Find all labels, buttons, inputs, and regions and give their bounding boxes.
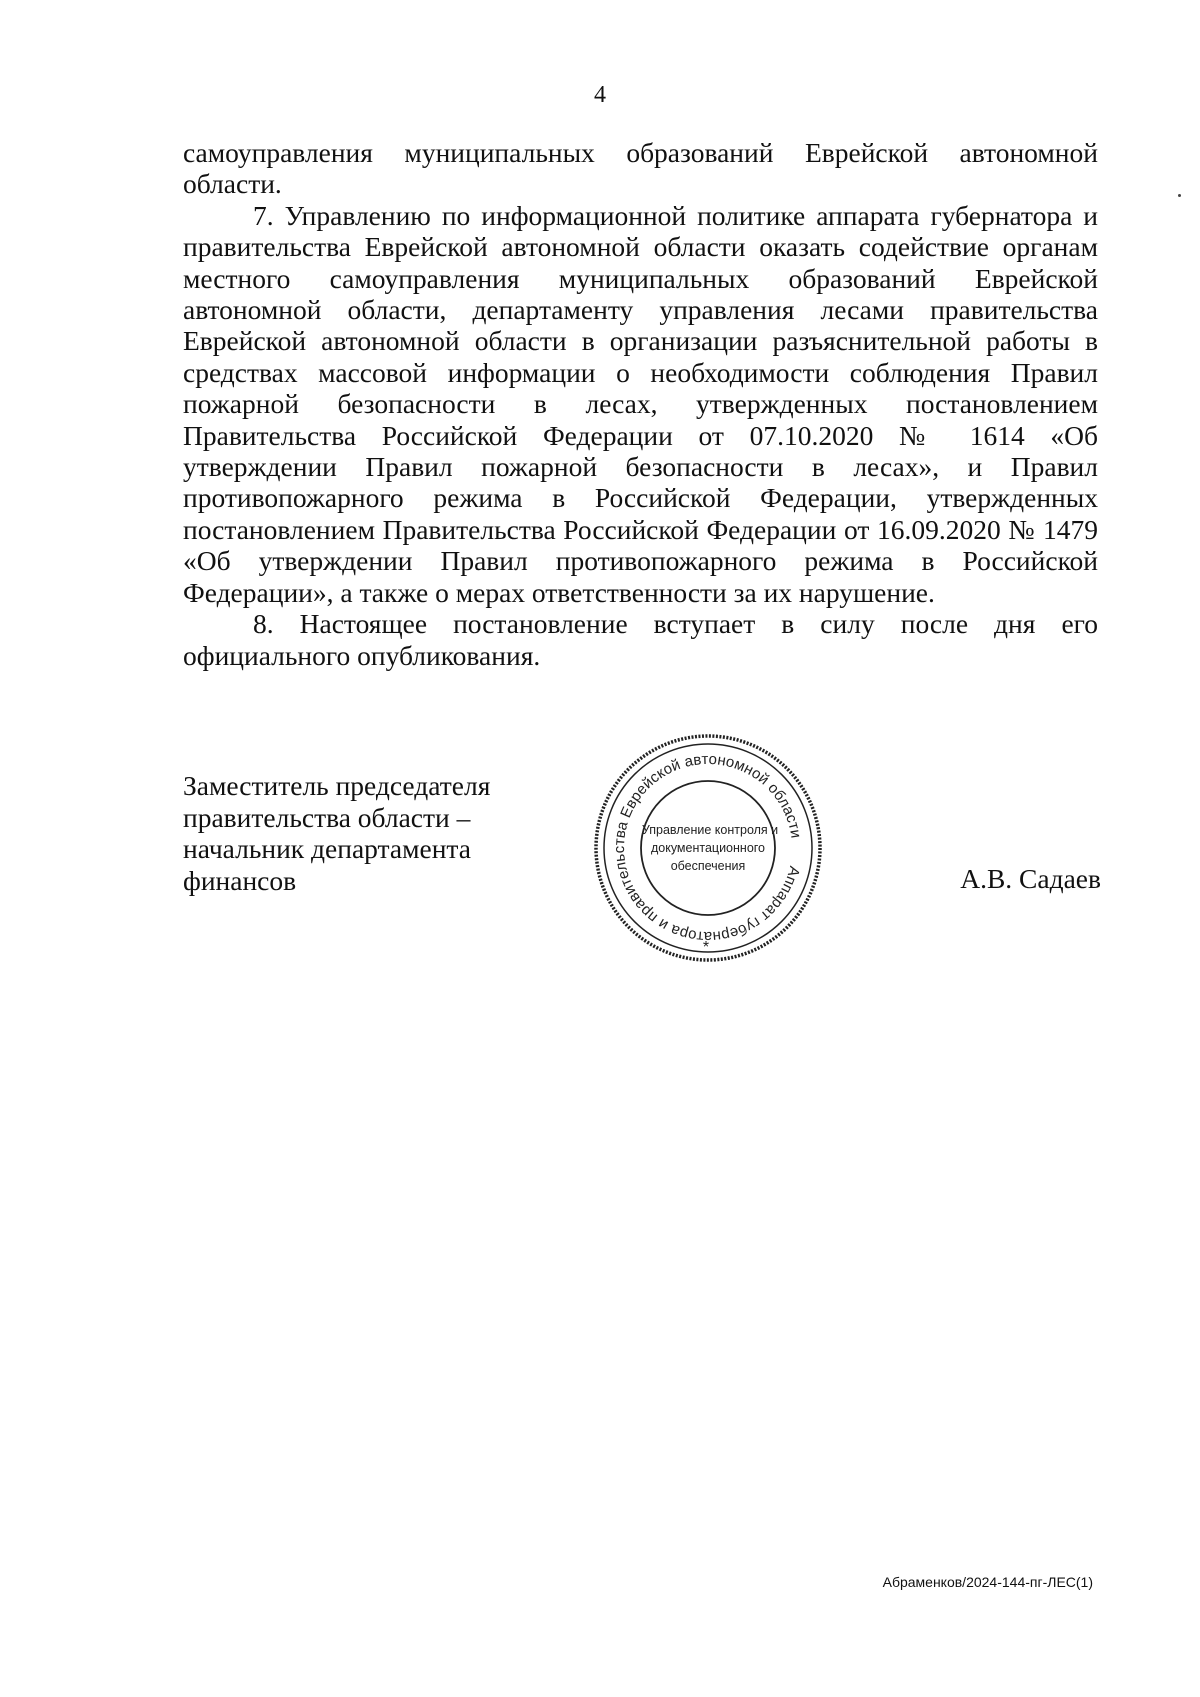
seal-outer-textpath: Аппарат губернатора и правительства Еврейской автономной области [610, 750, 805, 946]
seal-inner-line: документационного [650, 841, 766, 855]
signer-name: А.В. Садаев [960, 863, 1101, 894]
paragraph-item-8: 8. Настоящее постановление вступает в силу после дня его официального опубликования. [183, 608, 1098, 671]
seal-inner-line: Управление контроля и [641, 823, 779, 837]
signer-title [183, 770, 513, 896]
seal-star: * [702, 939, 710, 956]
paragraph-continuation: самоуправления муниципальных образований Еврейской автономной области. [183, 137, 1098, 200]
document-reference: Абраменков/2024-144-пг-ЛЕС(1) [882, 1574, 1093, 1590]
paragraph-item-7: 7. Управлению по информационной политике аппарата губернатора и правительства Еврейской автономной области оказать содействие органам местного самоуправления муниципальных образований Еврейской автономной области, департаменту управления лесами правительства Еврейской автономной области в организации разъяснительной работы в средствах массовой информации о необходимости соблюдения Правил пожарной безопасности в лесах, утвержденных постановлением Правительства Российской Федерации от 07.10.2020 № 1614 «Об утверждении Правил пожарной безопасности в лесах», и Правил противопожарного режима в Российской Федерации, утвержденных постановлением Правительства Российской Федерации от 16.09.2020 № 1479 «Об утверждении Правил противопожарного режима в Российской Федерации», а также о мерах ответственности за их нарушение. [183, 199, 1098, 608]
signer-title-line: Заместитель председателя [183, 770, 491, 801]
document-body [183, 137, 1098, 671]
scan-mark [1178, 194, 1181, 197]
seal-inner-line: обеспечения [670, 859, 746, 873]
official-seal [588, 728, 828, 968]
page-number: 4 [594, 82, 606, 108]
signer-title-line: финансов [183, 864, 297, 896]
signer-title-line: правительства области – [183, 801, 471, 833]
signer-title-line: начальник департамента [183, 833, 471, 864]
